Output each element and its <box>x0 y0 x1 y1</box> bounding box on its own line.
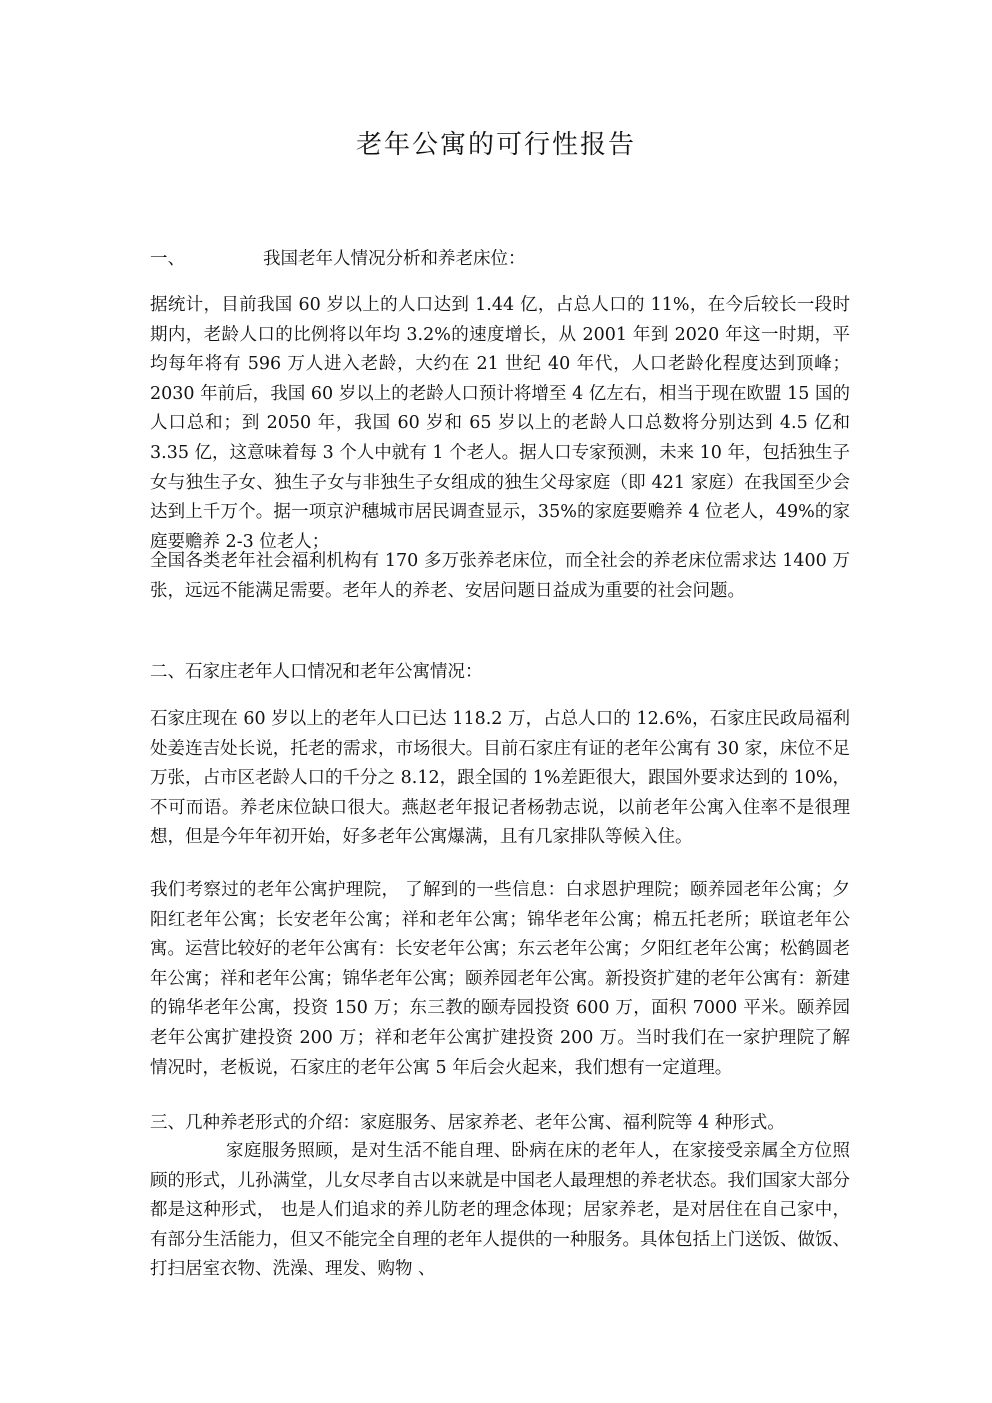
paragraph-population-stats: 据统计，目前我国 60 岁以上的人口达到 1.44 亿，占总人口的 11%，在今后较长一段时期内，老龄人口的比例将以年均 3.2%的速度增长，从 2001 年到 2020 年这一时期，平均每年将有 596 万人进入老龄，大约在 21 世纪 40 年代，人口老龄化程度达到顶峰；2030 年前后，我国 60 岁以上的老龄人口预计将增至 4 亿左右，相当于现在欧盟 15 国的人口总和；到 2050 年，我国 60 岁和 65 岁以上的老龄人口总数将分别达到 4.5 亿和 3.35 亿，这意味着每 3 个人中就有 1 个老人。据人口专家预测，未来 10 年，包括独生子女与独生子女、独生子女与非独生子女组成的独生父母家庭（即 421 家庭）在我国至少会达到上千万个。据一项京沪穗城市居民调查显示，35%的家庭要赡养 4 位老人，49%的家庭要赡养 2-3 位老人； <box>150 295 850 552</box>
paragraph-visited-apartments: 我们考察过的老年公寓护理院， 了解到的一些信息：白求恩护理院；颐养园老年公寓；夕阳红老年公寓；长安老年公寓；祥和老年公寓；锦华老年公寓；棉五托老所；联谊老年公寓。运营比较好的老年公寓有：长安老年公寓；东云老年公寓；夕阳红老年公寓；松鹤圆老年公寓；祥和老年公寓；锦华老年公寓；颐养园老年公寓。新投资扩建的老年公寓有：新建的锦华老年公寓，投资 150 万；东三教的颐寿园投资 600 万，面积 7000 平米。颐养园老年公寓扩建投资 200 万；祥和老年公寓扩建投资 200 万。当时我们在一家护理院了解情况时，老板说，石家庄的老年公寓 5 年后会火起来，我们想有一定道理。 <box>150 880 850 1078</box>
section-2-heading: 二、石家庄老年人口情况和老年公寓情况： <box>150 662 483 682</box>
section-1-title: 我国老年人情况分析和养老床位： <box>263 249 526 269</box>
paragraph-beds: 全国各类老年社会福利机构有 170 多万张养老床位，而全社会的养老床位需求达 1400 万张，远远不能满足需要。老年人的养老、安居问题日益成为重要的社会问题。 <box>150 551 850 601</box>
section-3-heading: 三、几种养老形式的介绍：家庭服务、居家养老、老年公寓、福利院等 4 种形式。 <box>150 1113 785 1133</box>
section-1-heading <box>150 244 850 275</box>
page-title: 老年公寓的可行性报告 <box>355 130 636 160</box>
paragraph-shijiazhuang: 石家庄现在 60 岁以上的老年人口已达 118.2 万，占总人口的 12.6%，石家庄民政局福利处姜连吉处长说，托老的需求，市场很大。目前石家庄有证的老年公寓有 30 家，床位不足万张，占市区老龄人口的千分之 8.12，跟全国的 1%差距很大，跟国外要求达到的 10%，不可而语。养老床位缺口很大。燕赵老年报记者杨勃志说，以前老年公寓入住率不是很理想，但是今年年初开始，好多老年公寓爆满，且有几家排队等候入住。 <box>150 709 850 848</box>
section-1-number: 一、 <box>150 249 185 269</box>
paragraph-care-forms: 家庭服务照顾，是对生活不能自理、卧病在床的老年人，在家接受亲属全方位照顾的形式，儿孙满堂，儿女尽孝自古以来就是中国老人最理想的养老状态。我们国家大部分都是这种形式， 也是人们追求的养儿防老的理念体现；居家养老，是对居住在自己家中，有部分生活能力，但又不能完全自理的老年人提供的一种服务。具体包括上门送饭、做饭、打扫居室衣物、洗澡、理发、购物 、 <box>150 1141 850 1280</box>
